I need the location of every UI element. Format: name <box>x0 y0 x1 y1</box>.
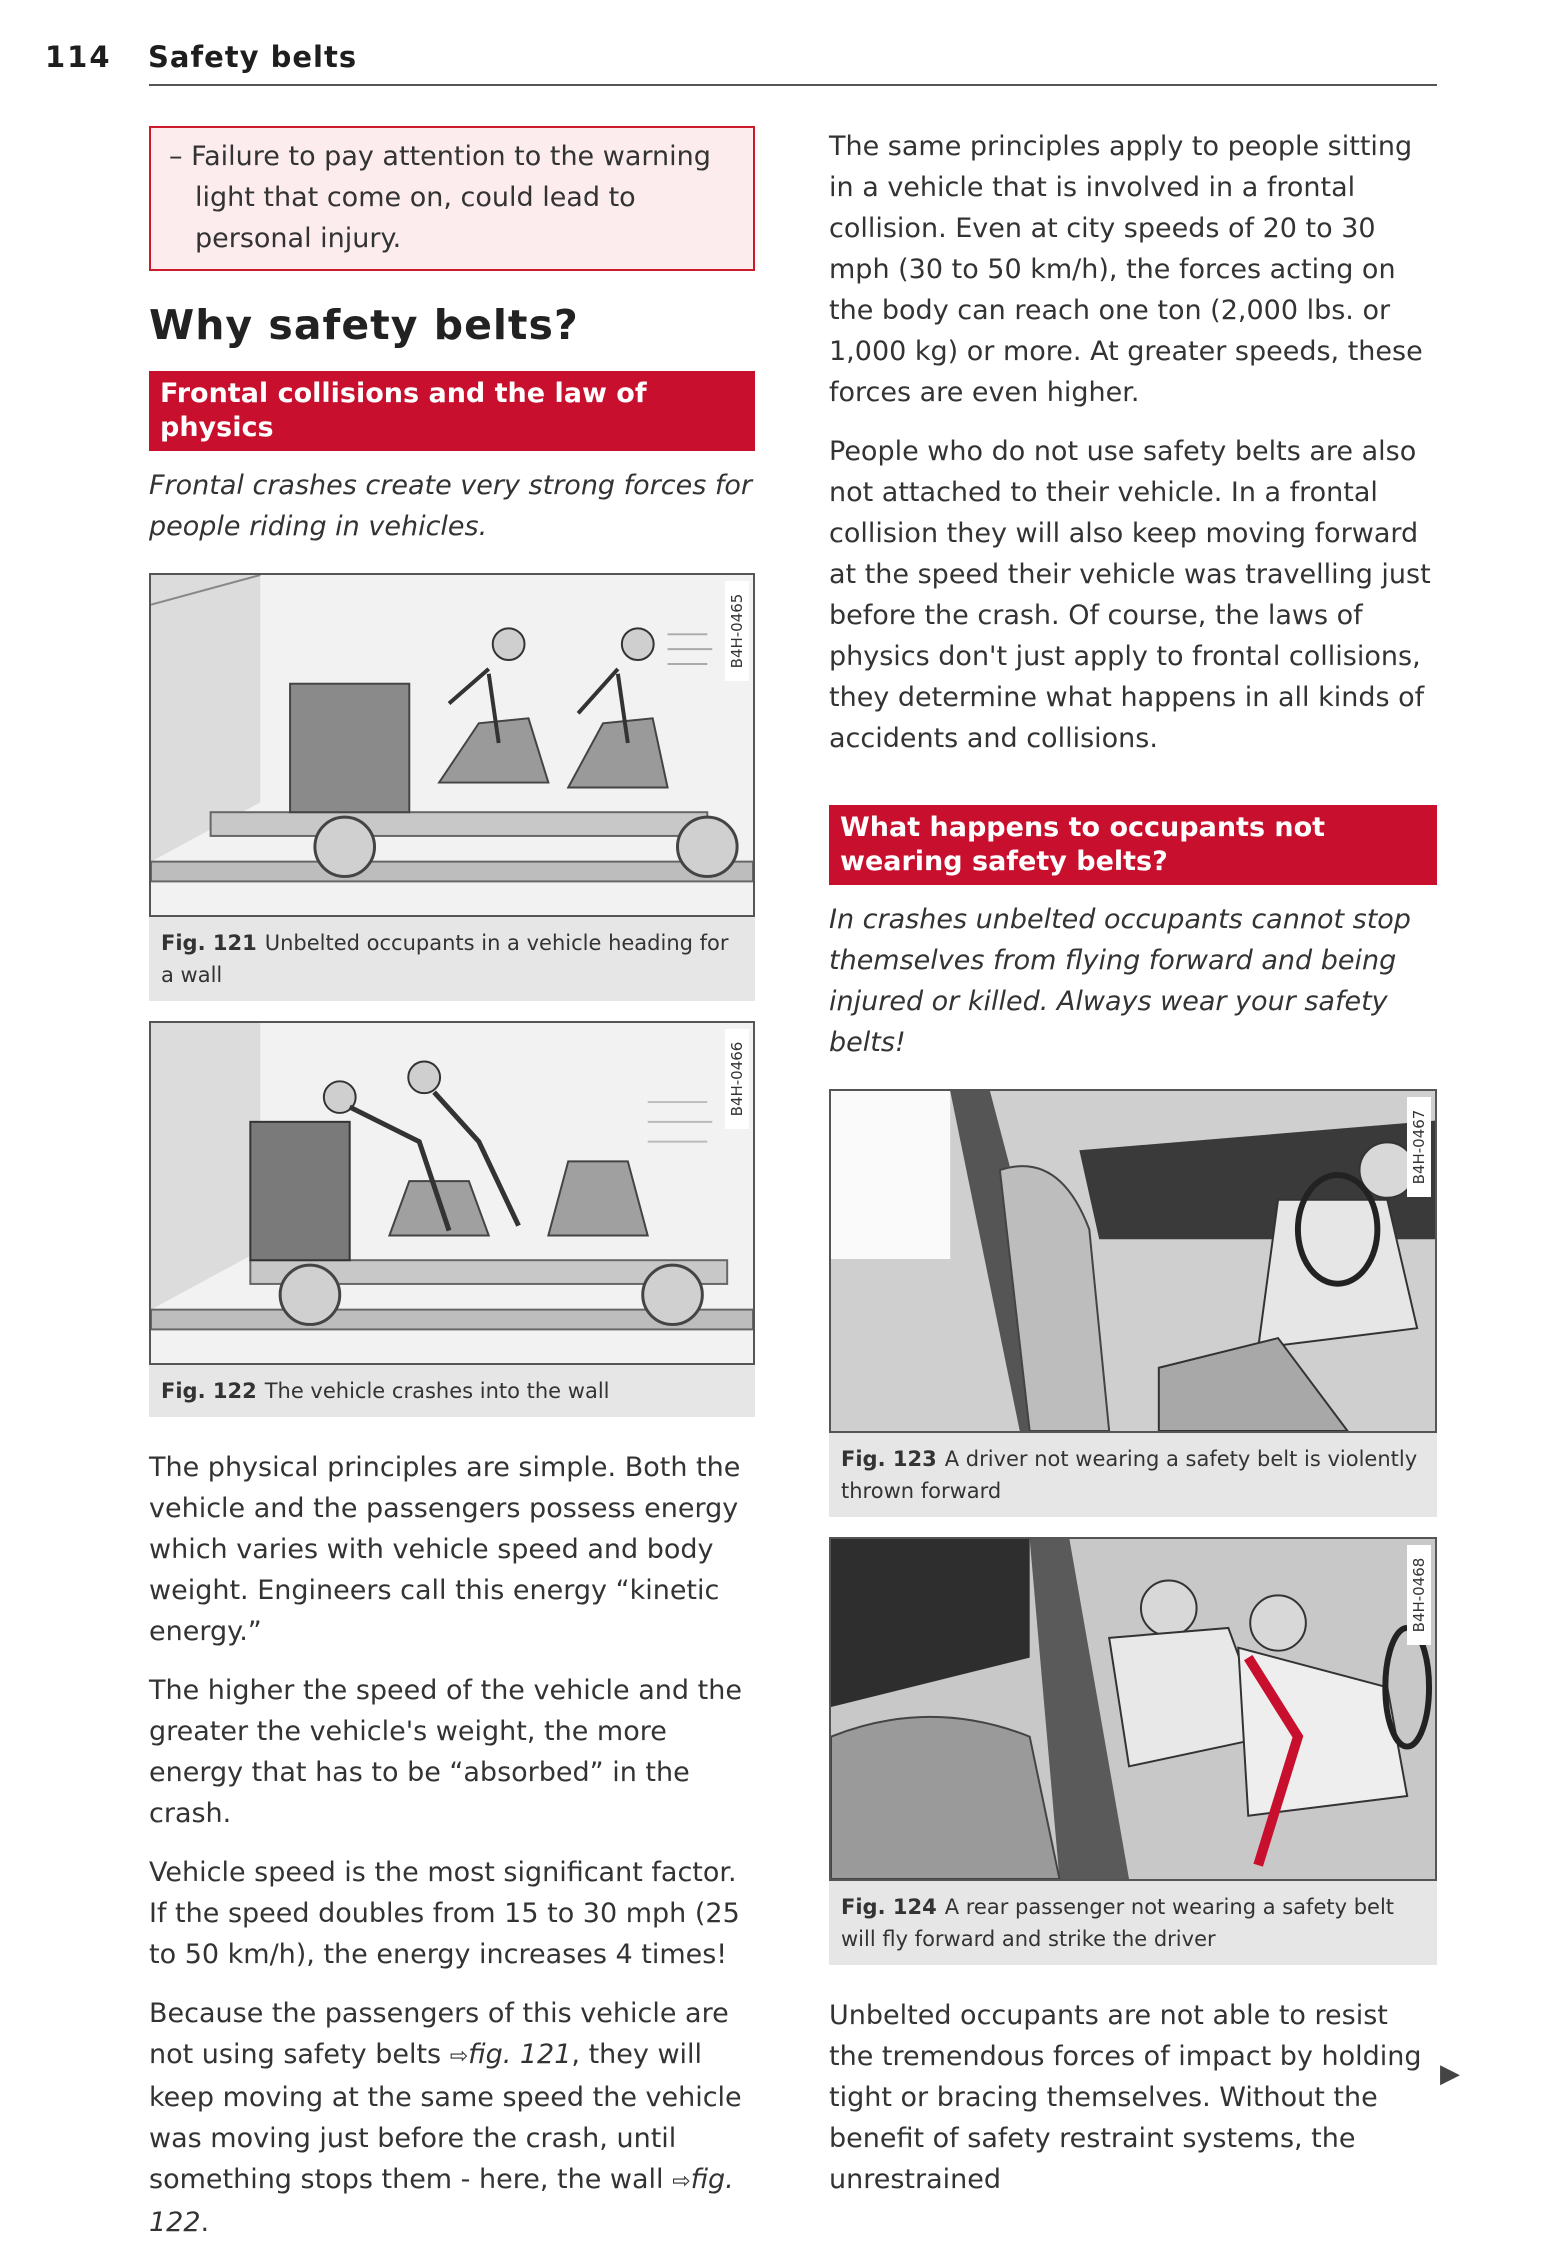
figure-124-label: Fig. 124 <box>841 1895 937 1919</box>
fig-121-link[interactable]: fig. 121 <box>468 2039 572 2070</box>
warning-box <box>149 126 755 271</box>
subsection-lead-frontal: Frontal crashes create very strong forces for people riding in vehicles. <box>149 470 753 542</box>
figure-124-code: B4H-0468 <box>1407 1545 1431 1645</box>
figure-124 <box>829 1537 1437 1965</box>
figure-124-caption-text: A rear passenger not wearing a safety belt will fly forward and strike the driver <box>841 1895 1395 1951</box>
paragraph-same-principles: The same principles apply to people sitting in a vehicle that is involved in a frontal collision. Even at city speeds of 20 to 30 mph (30 to 50 km/h), the forces acting on the body can reach one ton (2,000 lbs. or 1,000 kg) or more. At greater speeds, these forces are even higher. <box>829 131 1423 408</box>
rear-passenger-strikes-driver-illustration <box>831 1539 1435 1879</box>
figure-123-code: B4H-0467 <box>1407 1097 1431 1197</box>
page-header <box>45 40 1437 86</box>
paragraph-physical-principles: The physical principles are simple. Both the vehicle and the passengers possess energy which varies with vehicle speed and body weight. Engineers call this energy “kinetic energy.” <box>149 1452 741 1647</box>
paragraph-passengers-keep-moving: Because the passengers of this vehicle are not using safety belts ⇨fig. 121, they will keep moving at the same speed the vehicle was moving just before the crash, until something stops them - here, the wall ⇨fig. 122. <box>149 1998 742 2238</box>
continue-arrow-icon: ▶ <box>1440 2059 1460 2089</box>
running-title: Safety belts <box>148 40 358 74</box>
paragraph-not-attached: People who do not use safety belts are also not attached to their vehicle. In a frontal collision they will also keep moving forward at the speed their vehicle was travelling just before the crash. Of course, the laws of physics don't just apply to frontal collisions, they determine what happens in all kinds of accidents and collisions. <box>829 436 1431 754</box>
figure-121 <box>149 573 755 1001</box>
warning-text: – Failure to pay attention to the warning light that come on, could lead to personal injury. <box>169 141 711 254</box>
figure-121-label: Fig. 121 <box>161 931 257 955</box>
figure-121-caption-text: Unbelted occupants in a vehicle heading for a wall <box>161 931 729 987</box>
figure-123-caption-text: A driver not wearing a safety belt is violently thrown forward <box>841 1447 1418 1503</box>
paragraph-unrestrained: Unbelted occupants are not able to resist the tremendous forces of impact by holding tight or bracing themselves. Without the benefit of safety restraint systems, the unrestrained <box>829 2000 1422 2195</box>
figure-122-code: B4H-0466 <box>725 1029 749 1129</box>
figure-122-label: Fig. 122 <box>161 1379 257 1403</box>
figure-124-caption <box>829 1881 1437 1965</box>
figure-121-image <box>149 573 755 917</box>
figure-123 <box>829 1089 1437 1517</box>
reference-arrow-icon: ⇨ <box>449 2044 469 2069</box>
figure-121-code: B4H-0465 <box>725 581 749 681</box>
figure-122-caption <box>149 1365 755 1417</box>
section-title: Why safety belts? <box>149 301 579 349</box>
crash-test-sled-illustration <box>151 575 753 915</box>
paragraph-speed-weight: The higher the speed of the vehicle and the greater the vehicle's weight, the more energy that has to be “absorbed” in the crash. <box>149 1675 742 1829</box>
fig-122-link[interactable]: fig. 122 <box>149 2164 734 2238</box>
figure-122-caption-text: The vehicle crashes into the wall <box>264 1379 610 1403</box>
subsection-lead-unbelted: In crashes unbelted occupants cannot stop themselves from flying forward and being injured or killed. Always wear your safety belts! <box>829 904 1411 1058</box>
figure-123-caption <box>829 1433 1437 1517</box>
figure-123-label: Fig. 123 <box>841 1447 937 1471</box>
page-number: 114 <box>45 40 112 74</box>
subsection-heading-frontal: Frontal collisions and the law of physics <box>149 371 755 451</box>
paragraph-speed-factor: Vehicle speed is the most significant factor. If the speed doubles from 15 to 30 mph (25 to 50 km/h), the energy increases 4 times! <box>149 1857 740 1970</box>
figure-122 <box>149 1021 755 1417</box>
crash-impact-illustration <box>151 1023 753 1363</box>
right-column <box>829 126 1437 2218</box>
driver-thrown-forward-illustration <box>831 1091 1435 1431</box>
figure-121-caption <box>149 917 755 1001</box>
subsection-heading-unbelted: What happens to occupants not wearing safety belts? <box>829 805 1437 885</box>
figure-124-image <box>829 1537 1437 1881</box>
figure-122-image <box>149 1021 755 1365</box>
figure-123-image <box>829 1089 1437 1433</box>
reference-arrow-icon: ⇨ <box>672 2169 691 2194</box>
header-rule <box>149 84 1437 86</box>
left-column <box>149 126 755 2261</box>
